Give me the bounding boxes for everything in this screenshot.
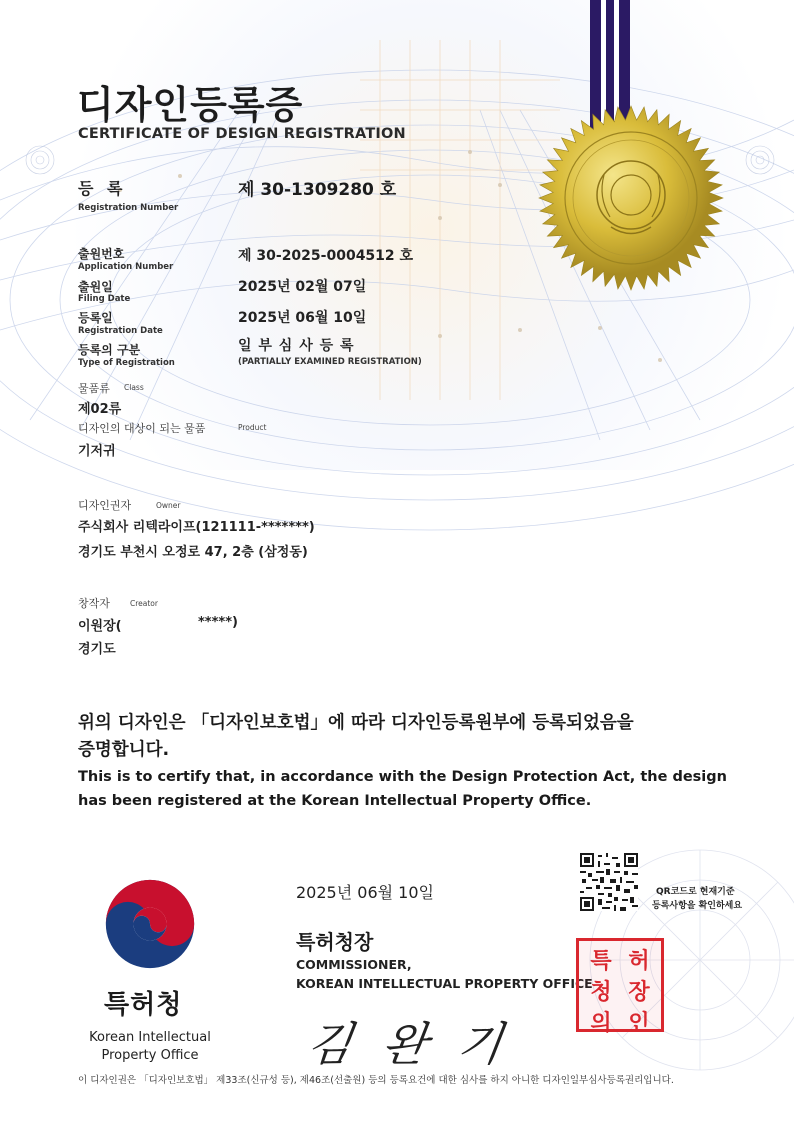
- class-label-english: Class: [124, 383, 144, 392]
- qr-caption-line-1: QR코드로 현재기준: [656, 887, 735, 897]
- application-number-label-english: Application Number: [78, 262, 174, 272]
- declaration-korean: [78, 710, 634, 764]
- declaration-english: [78, 765, 727, 813]
- qr-caption-line-2: 등록사항을 확인하세요: [652, 901, 743, 911]
- creator-label: 창작자: [78, 597, 110, 610]
- owner-address: 경기도 부천시 오정로 47, 2층 (삼정동): [78, 545, 308, 560]
- creator-address: 경기도: [78, 642, 116, 657]
- qr-code-icon: [580, 853, 638, 911]
- seal-char: 청: [590, 979, 612, 1005]
- red-seal-stamp-icon: [576, 938, 664, 1036]
- creator-name: 이원장(: [78, 619, 122, 634]
- registration-type-note: (PARTIALLY EXAMINED REGISTRATION): [238, 357, 422, 367]
- seal-char: 허: [628, 948, 650, 974]
- registration-type-label-english: Type of Registration: [78, 358, 175, 368]
- authority-title-line-1: COMMISSIONER,: [296, 957, 412, 972]
- application-number-value: 제 30-2025-0004512 호: [238, 248, 414, 264]
- owner-label-english: Owner: [156, 501, 181, 510]
- declaration-korean-line-1: 위의 디자인은 「디자인보호법」에 따라 디자인등록원부에 등록되었음을: [78, 713, 634, 733]
- application-number-label: 출원번호: [78, 247, 125, 261]
- creator-label-english: Creator: [130, 599, 158, 608]
- issue-date: 2025년 06월 10일: [296, 883, 434, 902]
- owner-label: 디자인권자: [78, 499, 132, 512]
- filing-date-label-english: Filing Date: [78, 294, 131, 304]
- authority-korean: 특허청장: [296, 930, 374, 954]
- registration-type-value: 일 부 심 사 등 록: [238, 338, 355, 354]
- product-label: 디자인의 대상이 되는 물품: [78, 422, 206, 435]
- class-label: 물품류: [78, 382, 110, 395]
- declaration-english-line-2: has been registered at the Korean Intellectual Property Office.: [78, 793, 592, 809]
- seal-char: 인: [628, 1010, 650, 1036]
- declaration-english-line-1: This is to certify that, in accordance with the Design Protection Act, the design: [78, 769, 727, 785]
- class-value: 제02류: [78, 402, 122, 417]
- product-label-english: Product: [238, 423, 267, 432]
- office-name-english-2: Property Office: [101, 1048, 199, 1063]
- registration-label-english: Registration Number: [78, 203, 179, 213]
- registration-date-label: 등록일: [78, 311, 113, 325]
- seal-char: 의: [590, 1010, 612, 1036]
- registration-date-label-english: Registration Date: [78, 326, 163, 336]
- creator-name-masked: *****): [198, 615, 238, 630]
- kipo-emblem-icon: [104, 878, 196, 970]
- footer-note: 이 디자인권은 「디자인보호법」 제33조(신규성 등), 제46조(선출원) 등의 등록요건에 대한 심사를 하지 아니한 디자인일부심사등록권리입니다.: [78, 1075, 674, 1086]
- authority-title-line-2: KOREAN INTELLECTUAL PROPERTY OFFICE: [296, 976, 593, 991]
- registration-number: 제 30-1309280 호: [238, 180, 397, 200]
- certificate-title-english: CERTIFICATE OF DESIGN REGISTRATION: [78, 126, 406, 142]
- product-value: 기저귀: [78, 444, 116, 459]
- owner-name: 주식회사 리텍라이프(121111-*******): [78, 520, 315, 535]
- office-name-english-1: Korean Intellectual: [89, 1030, 211, 1045]
- gold-seal-icon: [538, 105, 724, 291]
- seal-char: 특: [590, 948, 612, 974]
- office-name-korean: 특허청: [104, 990, 183, 1020]
- registration-type-label: 등록의 구분: [78, 343, 141, 357]
- filing-date-value: 2025년 02월 07일: [238, 279, 367, 295]
- certificate-title: 디자인등록증: [77, 83, 304, 127]
- filing-date-label: 출원일: [78, 280, 113, 294]
- registration-date-value: 2025년 06월 10일: [238, 310, 367, 326]
- declaration-korean-line-2: 증명합니다.: [78, 740, 170, 760]
- signature-icon: 김 완 기: [303, 1017, 514, 1071]
- seal-char: 장: [628, 979, 650, 1005]
- registration-label: 등 록: [78, 179, 127, 198]
